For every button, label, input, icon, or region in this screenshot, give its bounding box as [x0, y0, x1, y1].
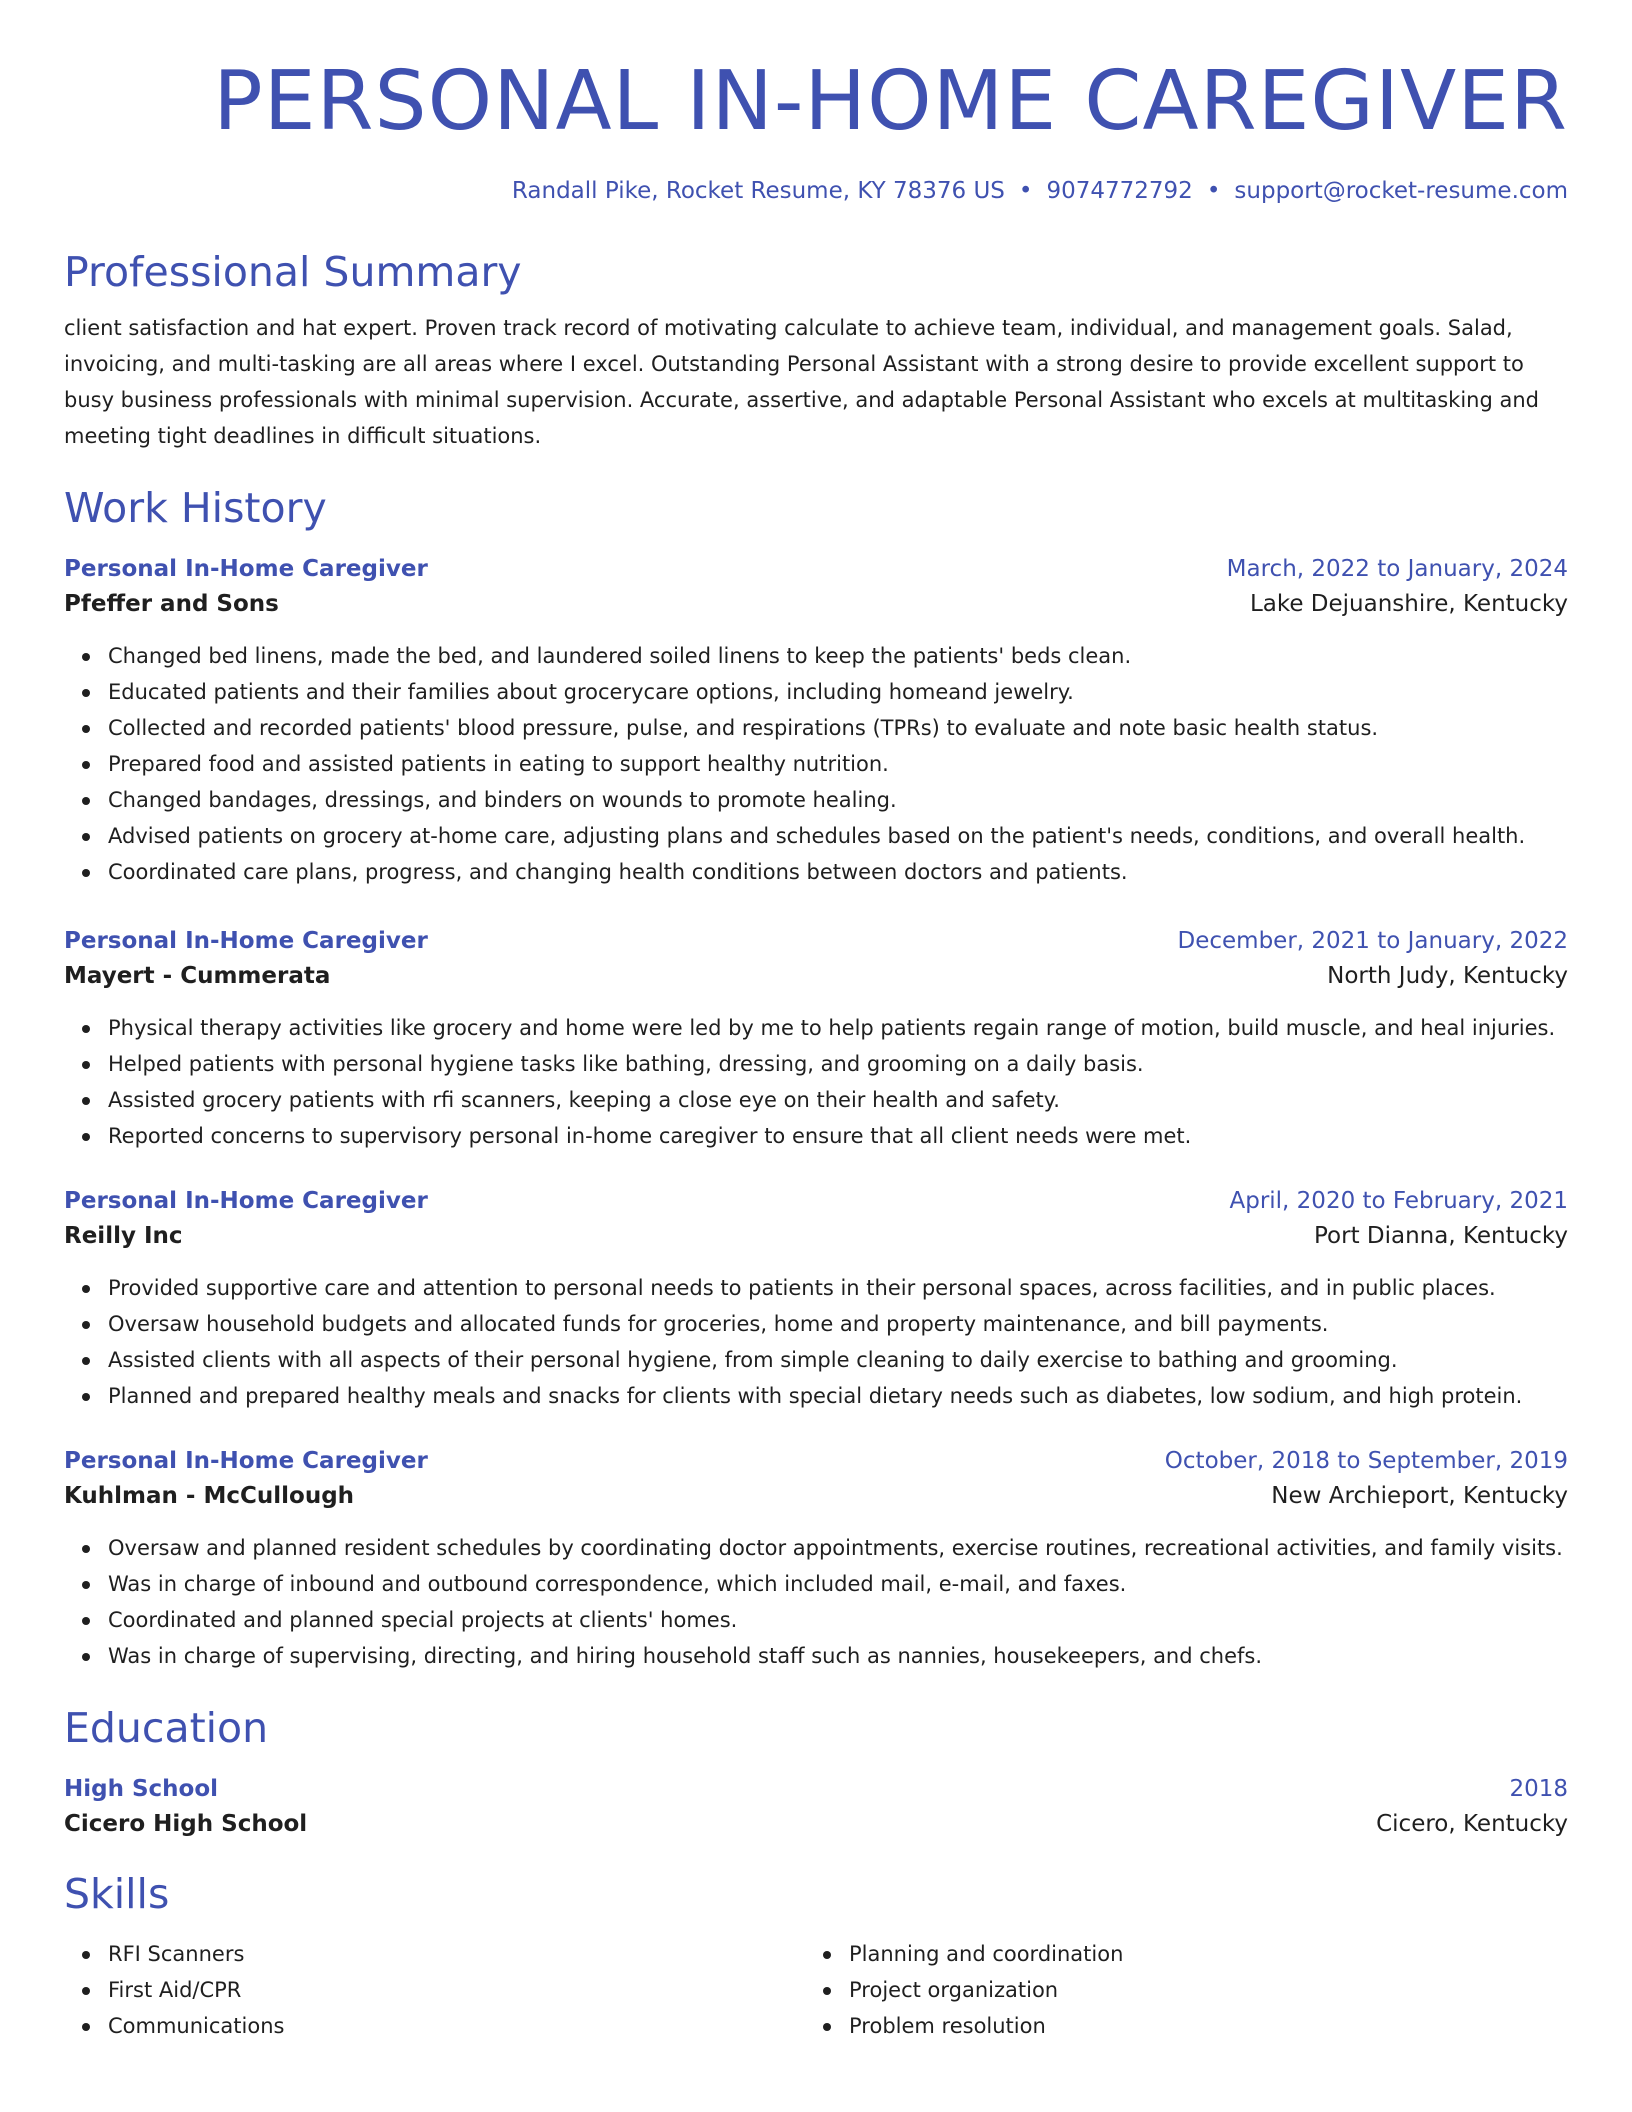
job-entry	[64, 1444, 1568, 1674]
work-history-heading: Work History	[64, 484, 327, 532]
education-year: 2018	[1509, 1776, 1568, 1802]
skills-list	[805, 1936, 1546, 2044]
skills-heading: Skills	[64, 1870, 170, 1918]
contact-address: Randall Pike, Rocket Resume, KY 78376 US	[511, 178, 1005, 204]
list-item: Educated patients and their families about grocerycare options, including homeand jewelry.	[108, 674, 1568, 710]
skills-column-right	[805, 1936, 1546, 2044]
job-location: Port Dianna, Kentucky	[1314, 1223, 1568, 1249]
list-item: Advised patients on grocery at-home care, adjusting plans and schedules based on the patient's needs, conditions, and overall health.	[108, 818, 1568, 854]
job-bullets	[64, 638, 1568, 890]
summary-heading: Professional Summary	[64, 248, 522, 296]
job-company: Pfeffer and Sons	[64, 591, 279, 617]
skill-item: Problem resolution	[849, 2008, 1546, 2044]
list-item: Assisted grocery patients with rfi scanners, keeping a close eye on their health and safety.	[108, 1082, 1568, 1118]
job-location: New Archieport, Kentucky	[1271, 1483, 1568, 1509]
list-item: Planned and prepared healthy meals and snacks for clients with special dietary needs such as diabetes, low sodium, and high protein.	[108, 1378, 1568, 1414]
job-company: Reilly Inc	[64, 1223, 183, 1249]
job-entry	[64, 1184, 1568, 1414]
job-dates: March, 2022 to January, 2024	[1226, 556, 1568, 582]
job-dates: April, 2020 to February, 2021	[1229, 1188, 1568, 1214]
list-item: Oversaw and planned resident schedules by coordinating doctor appointments, exercise routines, recreational activities, and family visits.	[108, 1530, 1568, 1566]
contact-separator: •	[1206, 178, 1221, 204]
job-title: Personal In-Home Caregiver	[64, 1188, 428, 1214]
list-item: Coordinated and planned special projects at clients' homes.	[108, 1602, 1568, 1638]
list-item: Collected and recorded patients' blood pressure, pulse, and respirations (TPRs) to evaluate and note basic health status.	[108, 710, 1568, 746]
list-item: Prepared food and assisted patients in eating to support healthy nutrition.	[108, 746, 1568, 782]
job-entry	[64, 924, 1568, 1154]
skill-item: Planning and coordination	[849, 1936, 1546, 1972]
skills-grid	[64, 1936, 1568, 2044]
skill-item: RFI Scanners	[108, 1936, 805, 1972]
job-title: Personal In-Home Caregiver	[64, 1448, 428, 1474]
job-dates: October, 2018 to September, 2019	[1164, 1448, 1568, 1474]
list-item: Was in charge of inbound and outbound correspondence, which included mail, e-mail, and faxes.	[108, 1566, 1568, 1602]
contact-line	[64, 176, 1568, 206]
list-item: Changed bed linens, made the bed, and laundered soiled linens to keep the patients' beds clean.	[108, 638, 1568, 674]
list-item: Coordinated care plans, progress, and changing health conditions between doctors and patients.	[108, 854, 1568, 890]
job-entry	[64, 552, 1568, 890]
list-item: Assisted clients with all aspects of their personal hygiene, from simple cleaning to daily exercise to bathing and grooming.	[108, 1342, 1568, 1378]
contact-email[interactable]: support@rocket-resume.com	[1234, 178, 1568, 204]
list-item: Reported concerns to supervisory personal in-home caregiver to ensure that all client needs were met.	[108, 1118, 1568, 1154]
job-bullets	[64, 1530, 1568, 1674]
education-heading: Education	[64, 1704, 269, 1752]
list-item: Oversaw household budgets and allocated funds for groceries, home and property maintenance, and bill payments.	[108, 1306, 1568, 1342]
list-item: Changed bandages, dressings, and binders on wounds to promote healing.	[108, 782, 1568, 818]
list-item: Provided supportive care and attention to personal needs to patients in their personal spaces, across facilities, and in public places.	[108, 1270, 1568, 1306]
education-location: Cicero, Kentucky	[1376, 1811, 1568, 1837]
resume-title: PERSONAL IN-HOME CAREGIVER	[213, 54, 1568, 149]
list-item: Physical therapy activities like grocery and home were led by me to help patients regain range of motion, build muscle, and heal injuries.	[108, 1010, 1568, 1046]
job-title: Personal In-Home Caregiver	[64, 556, 428, 582]
job-location: North Judy, Kentucky	[1327, 963, 1568, 989]
summary-text: client satisfaction and hat expert. Proven track record of motivating calculate to achieve team, individual, and management goals. Salad, invoicing, and multi-tasking are all areas where I excel. Outstanding Personal Assistant with a strong desire to provide excellent support to busy business professionals with minimal supervision. Accurate, assertive, and adaptable Personal Assistant who excels at multitasking and meeting tight deadlines in difficult situations.	[64, 316, 1539, 448]
contact-phone: 9074772792	[1046, 178, 1193, 204]
education-degree: High School	[64, 1776, 219, 1802]
job-bullets	[64, 1010, 1568, 1154]
job-dates: December, 2021 to January, 2022	[1177, 928, 1568, 954]
skills-list	[64, 1936, 805, 2044]
job-company: Kuhlman - McCullough	[64, 1483, 355, 1509]
job-location: Lake Dejuanshire, Kentucky	[1249, 591, 1568, 617]
list-item: Helped patients with personal hygiene tasks like bathing, dressing, and grooming on a daily basis.	[108, 1046, 1568, 1082]
skill-item: First Aid/CPR	[108, 1972, 805, 2008]
skills-column-left	[64, 1936, 805, 2044]
education-entry	[64, 1772, 1568, 1842]
job-company: Mayert - Cummerata	[64, 963, 331, 989]
job-title: Personal In-Home Caregiver	[64, 928, 428, 954]
education-school: Cicero High School	[64, 1811, 308, 1837]
contact-separator: •	[1018, 178, 1033, 204]
skill-item: Project organization	[849, 1972, 1546, 2008]
job-bullets	[64, 1270, 1568, 1414]
skill-item: Communications	[108, 2008, 805, 2044]
list-item: Was in charge of supervising, directing, and hiring household staff such as nannies, housekeepers, and chefs.	[108, 1638, 1568, 1674]
